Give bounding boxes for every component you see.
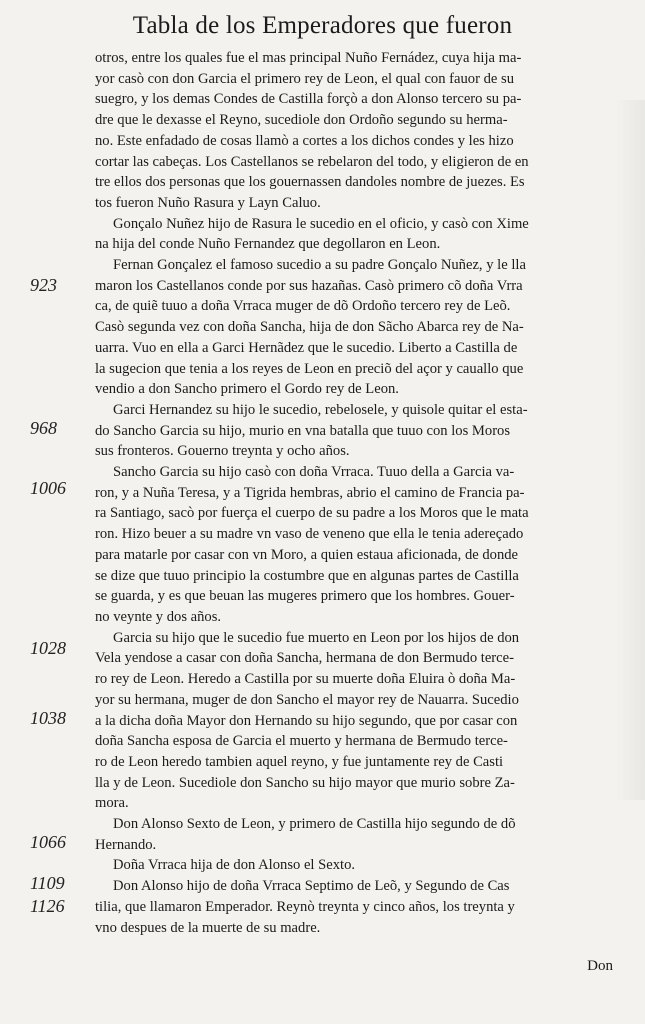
paragraph: [95, 628, 617, 814]
catchword: Don: [587, 958, 613, 974]
text-line: Garci Hernandez su hijo le sucedio, rebelosele, y quisole quitar el esta-: [113, 401, 528, 418]
text-line: suegro, y los demas Condes de Castilla forçò a don Alonso tercero su pa-: [95, 91, 522, 108]
paragraph: [95, 876, 617, 938]
margin-year: 1006: [30, 478, 66, 498]
text-line: vendio a don Sancho primero el Gordo rey de Leon.: [95, 381, 399, 398]
text-line: la sugecion que tenia a los reyes de Leon en preciõ del açor y cauallo que: [95, 360, 524, 377]
text-line: se dize que tuuo principio la costumbre que en algunas partes de Castilla: [95, 567, 519, 584]
text-line: Casò segunda vez con doña Sancha, hija de don Sãcho Abarca rey de Na-: [95, 319, 524, 336]
paragraph: [95, 214, 617, 255]
paragraph: [95, 48, 617, 214]
text-line: Vela yendose a casar con doña Sancha, hermana de don Bermudo terce-: [95, 650, 514, 667]
margin-year: 968: [30, 418, 57, 438]
margin-year: 1109: [30, 873, 65, 893]
text-line: Sancho Garcia su hijo casò con doña Vrraca. Tuuo della a Garcia va-: [113, 464, 515, 481]
text-line: maron los Castellanos conde por sus hazañas. Casò primero cõ doña Vrra: [95, 277, 523, 294]
margin-year: 1028: [30, 638, 66, 658]
text-line: no. Este enfadado de cosas llamò a cortes a los dichos condes y les hizo: [95, 132, 514, 149]
paragraph: [95, 462, 617, 628]
text-line: Garcia su hijo que le sucedio fue muerto en Leon por los hijos de don: [113, 629, 520, 646]
paragraph: [95, 855, 617, 876]
text-line: vno despues de la muerte de su madre.: [95, 919, 321, 936]
page-title: Tabla de los Emperadores que fueron: [132, 12, 513, 39]
text-line: Gonçalo Nuñez hijo de Rasura le sucedio en el oficio, y casò con Xime: [113, 215, 529, 232]
text-line: na hija del conde Nuño Fernandez que degollaron en Leon.: [95, 236, 441, 253]
text-line: yor casò con don Garcia el primero rey de Leon, el qual con fauor de su: [95, 70, 515, 87]
text-line: yor su hermana, muger de don Sancho el mayor rey de Nauarra. Sucedio: [95, 691, 519, 708]
margin-year: 923: [30, 275, 57, 295]
margin-year: 1066: [30, 832, 66, 852]
page-edge-shadow: [615, 100, 645, 800]
text-line: ca, de quiẽ tuuo a doña Vrraca muger de dõ Ordoño tercero rey de Leõ.: [95, 298, 511, 315]
text-line: para matarle por casar con vn Moro, a quien estaua aficionada, de donde: [95, 546, 519, 563]
text-line: tos fueron Nuño Rasura y Layn Caluo.: [95, 194, 321, 211]
margin-year: 1038: [30, 708, 66, 728]
text-line: ron. Hizo beuer a su madre vn vaso de veneno que ella le tenia adereçado: [95, 526, 524, 543]
text-line: cortar las cabeças. Los Castellanos se rebelaron del todo, y eligieron de en: [95, 153, 529, 170]
text-line: tilia, que llamaron Emperador. Reynò treynta y cinco años, los treynta y: [95, 898, 515, 915]
text-line: otros, entre los quales fue el mas principal Nuño Fernádez, cuya hija ma-: [95, 50, 522, 66]
text-line: sus fronteros. Gouerno treynta y ocho años.: [95, 443, 350, 460]
paragraph: [95, 255, 617, 400]
text-line: do Sancho Garcia su hijo, murio en vna batalla que tuuo con los Moros: [95, 422, 511, 439]
text-line: Don Alonso Sexto de Leon, y primero de Castilla hijo segundo de dõ: [113, 816, 516, 833]
text-line: uarra. Vuo en ella a Garci Hernãdez que le sucedio. Liberto a Castilla de: [95, 339, 518, 356]
text-line: lla y de Leon. Sucediole don Sancho su hijo mayor que murio sobre Za-: [95, 774, 515, 791]
text-line: Don Alonso hijo de doña Vrraca Septimo de Leõ, y Segundo de Cas: [113, 878, 510, 895]
text-line: doña Sancha esposa de Garcia el muerto y hermana de Bermudo terce-: [95, 733, 508, 750]
paragraph: [95, 814, 617, 855]
text-line: ro rey de Leon. Heredo a Castilla por su muerte doña Eluira ò doña Ma-: [95, 671, 516, 688]
text-line: no veynte y dos años.: [95, 608, 222, 625]
text-line: Doña Vrraca hija de don Alonso el Sexto.: [113, 857, 356, 874]
text-line: a la dicha doña Mayor don Hernando su hijo segundo, que por casar con: [95, 712, 518, 729]
text-line: ron, y a Nuña Teresa, y a Tigrida hembras, abrio el camino de Francia pa-: [95, 484, 525, 501]
text-line: Fernan Gonçalez el famoso sucedio a su padre Gonçalo Nuñez, y le lla: [113, 257, 526, 274]
body-text: [95, 48, 617, 938]
text-line: se guarda, y es que beuan las mugeres primero que los hombres. Gouer-: [95, 588, 515, 605]
text-line: Hernando.: [95, 836, 157, 853]
text-line: ro de Leon heredo tambien aquel reyno, y fue juntamente rey de Casti: [95, 753, 504, 770]
margin-year: 1126: [30, 896, 65, 916]
text-line: dre que le dexasse el Reyno, sucediole don Ordoño segundo su herma-: [95, 112, 508, 129]
text-line: ra Santiago, sacò por fuerça el cuerpo de su padre a los Moros que le mata: [95, 505, 529, 522]
text-line: tre ellos dos personas que los gouernassen dandoles nombre de juezes. Es: [95, 174, 525, 191]
text-line: mora.: [95, 795, 129, 812]
paragraph: [95, 400, 617, 462]
